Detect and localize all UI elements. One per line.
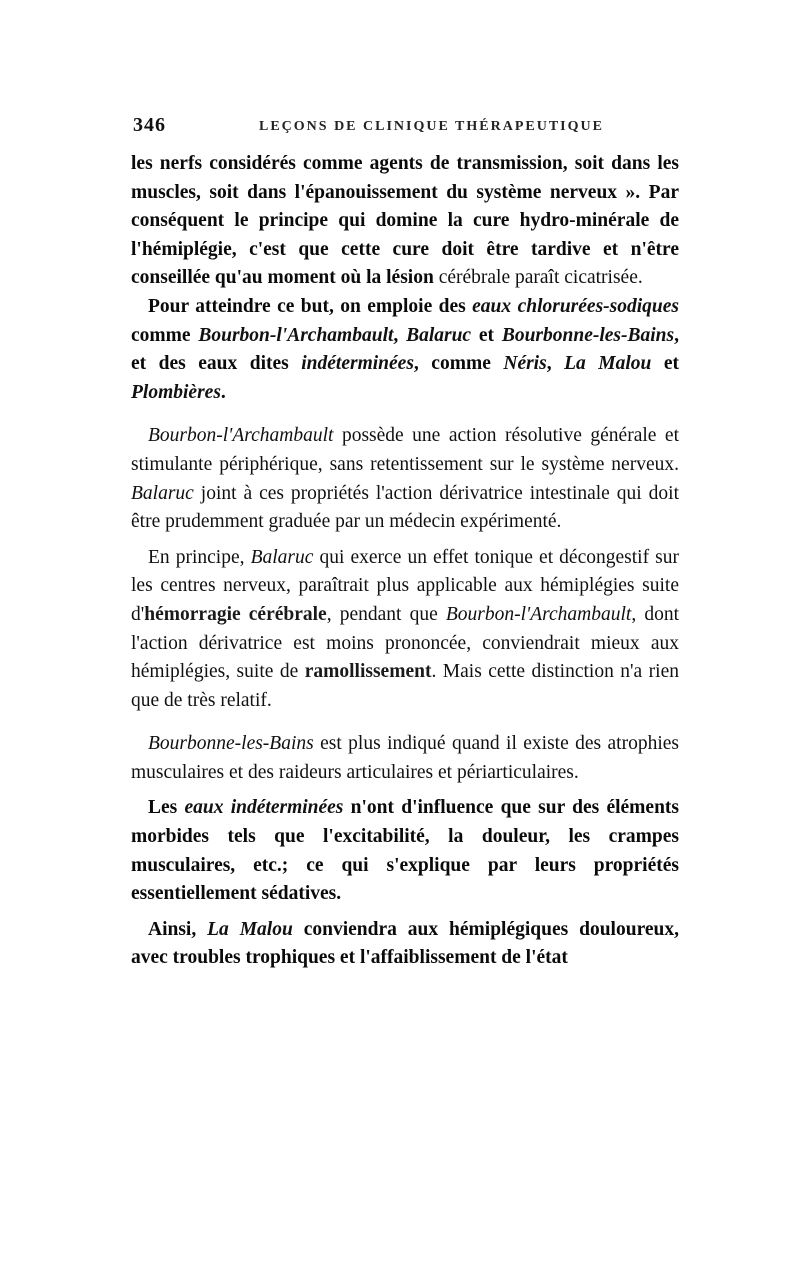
text-run: ,: [546, 353, 565, 375]
text-run: joint à ces propriétés l'action dérivatrice intestinale qui doit être prudemment graduée par un médecin expérimenté.: [131, 482, 679, 533]
body-text: [131, 150, 679, 973]
text-run: Bourbon-l'Archambault: [198, 324, 394, 346]
text-run: La Malou: [207, 918, 293, 940]
text-run: qui exerce un effet tonique et décongestif sur les centres nerveux, paraîtrait plus applicable aux hémiplégies suite d': [131, 546, 679, 625]
text-run: Bourbonne-les-Bains: [501, 324, 675, 346]
text-run: Balaruc: [406, 324, 472, 346]
text-run: Bourbon-l'Archambault: [148, 425, 334, 447]
text-run: Bourbonne-les-Bains: [148, 733, 314, 755]
text-run: et: [471, 324, 502, 346]
text-run: eaux indéterminées: [184, 797, 344, 819]
text-run: est plus indiqué quand il existe des atrophies musculaires et des raideurs articulaires et périarticulaires.: [131, 733, 679, 783]
text-run: ,: [393, 324, 407, 346]
text-run: , et des eaux dites: [131, 324, 679, 375]
text-run: indéterminées: [301, 353, 414, 375]
text-run: Les: [148, 797, 185, 819]
text-run: conviendra aux hémiplégiques douloureux, avec troubles trophiques et l'affaiblissement de l'état: [131, 918, 680, 969]
text-run: La Malou: [564, 353, 652, 375]
text-run: , comme: [413, 353, 504, 375]
text-run: , dont l'action dérivatrice est moins prononcée, conviendrait mieux aux hémiplégies, suite de: [131, 603, 679, 683]
text-run: et: [651, 353, 679, 375]
text-run: Bourbon-l'Archambault: [445, 603, 632, 625]
text-run: les nerfs considérés comme agents de transmission, soit dans les muscles, soit dans l'épanouissement du système nerveux ». Par conséquent le principe qui domine la cure hydro-minérale de l'hémiplégie, c'est que cette cure doit être tardive et n'être conseillée qu'au moment où la lésion: [131, 153, 679, 289]
text-run: .: [220, 381, 226, 403]
paragraph: [131, 544, 679, 716]
paragraph: [131, 293, 679, 407]
text-run: Pour atteindre ce but, on emploie des: [148, 295, 473, 317]
text-run: cérébrale paraît cicatrisée.: [438, 267, 643, 289]
text-run: Balaruc: [250, 546, 314, 568]
text-run: En principe,: [148, 546, 251, 568]
running-title: LEÇONS DE CLINIQUE THÉRAPEUTIQUE: [259, 119, 604, 134]
text-run: comme: [131, 324, 199, 346]
text-run: Plombières: [131, 381, 221, 403]
page-header: [133, 114, 673, 142]
page-number: 346: [133, 114, 166, 136]
text-run: possède une action résolutive générale et stimulante périphérique, sans retentissement sur le système nerveux.: [131, 425, 679, 475]
paragraph: [131, 916, 679, 973]
paragraph: [131, 422, 679, 536]
text-run: n'ont d'influence que sur des éléments morbides tels que l'excitabilité, la douleur, les crampes musculaires, etc.; ce qui s'explique par leurs propriétés essentiellement sédatives.: [131, 797, 680, 905]
paragraph: [131, 150, 679, 293]
paragraph: [131, 730, 679, 787]
text-run: Ainsi,: [148, 918, 208, 940]
text-run: ramollissement: [304, 661, 432, 683]
paragraph: [131, 794, 679, 908]
text-run: Balaruc: [131, 482, 194, 504]
text-run: . Mais cette distinction n'a rien que de très relatif.: [131, 661, 679, 711]
text-run: eaux chlorurées-sodiques: [472, 295, 679, 317]
text-run: Néris: [503, 353, 547, 375]
text-run: hémorragie cérébrale: [144, 603, 327, 625]
text-run: , pendant que: [326, 603, 446, 625]
